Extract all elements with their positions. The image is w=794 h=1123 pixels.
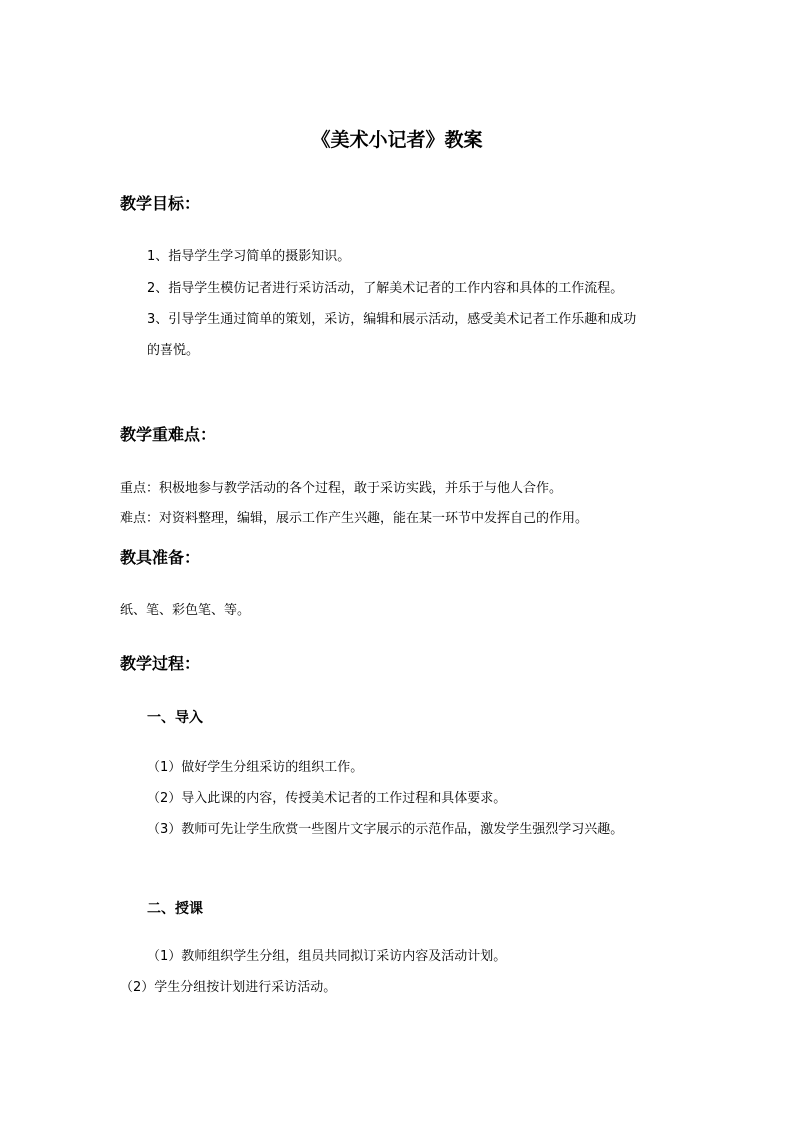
process-heading: 教学过程： <box>120 654 201 673</box>
intro-item: （2）导入此课的内容，传授美术记者的工作过程和具体要求。 <box>147 791 507 806</box>
document-title: 《美术小记者》教案 <box>311 129 483 151</box>
objective-item: 3、引导学生通过简单的策划，采访，编辑和展示活动，感受美术记者工作乐趣和成功 <box>147 312 637 327</box>
objective-item: 1、指导学生学习简单的摄影知识。 <box>147 249 351 264</box>
lesson-item: （2）学生分组按计划进行采访活动。 <box>120 980 337 995</box>
materials-text: 纸、笔、彩色笔、等。 <box>120 603 251 618</box>
objective-item-continued: 的喜悦。 <box>147 343 200 358</box>
objective-item: 2、指导学生模仿记者进行采访活动，了解美术记者的工作内容和具体的工作流程。 <box>147 281 624 296</box>
lesson-heading: 二、授课 <box>147 901 203 917</box>
difficulty-point: 难点：对资料整理，编辑，展示工作产生兴趣，能在某一环节中发挥自己的作用。 <box>120 511 589 526</box>
lesson-item: （1）教师组织学生分组，组员共同拟订采访内容及活动计划。 <box>147 949 507 964</box>
focus-point: 重点：积极地参与教学活动的各个过程，敢于采访实践，并乐于与他人合作。 <box>120 481 563 496</box>
intro-heading: 一、导入 <box>147 710 203 726</box>
intro-item: （1）做好学生分组采访的组织工作。 <box>147 760 364 775</box>
intro-item: （3）教师可先让学生欣赏一些图片文字展示的示范作品，激发学生强烈学习兴趣。 <box>147 822 624 837</box>
key-points-heading: 教学重难点： <box>120 425 217 444</box>
objectives-heading: 教学目标： <box>120 194 201 213</box>
materials-heading: 教具准备： <box>120 548 201 567</box>
